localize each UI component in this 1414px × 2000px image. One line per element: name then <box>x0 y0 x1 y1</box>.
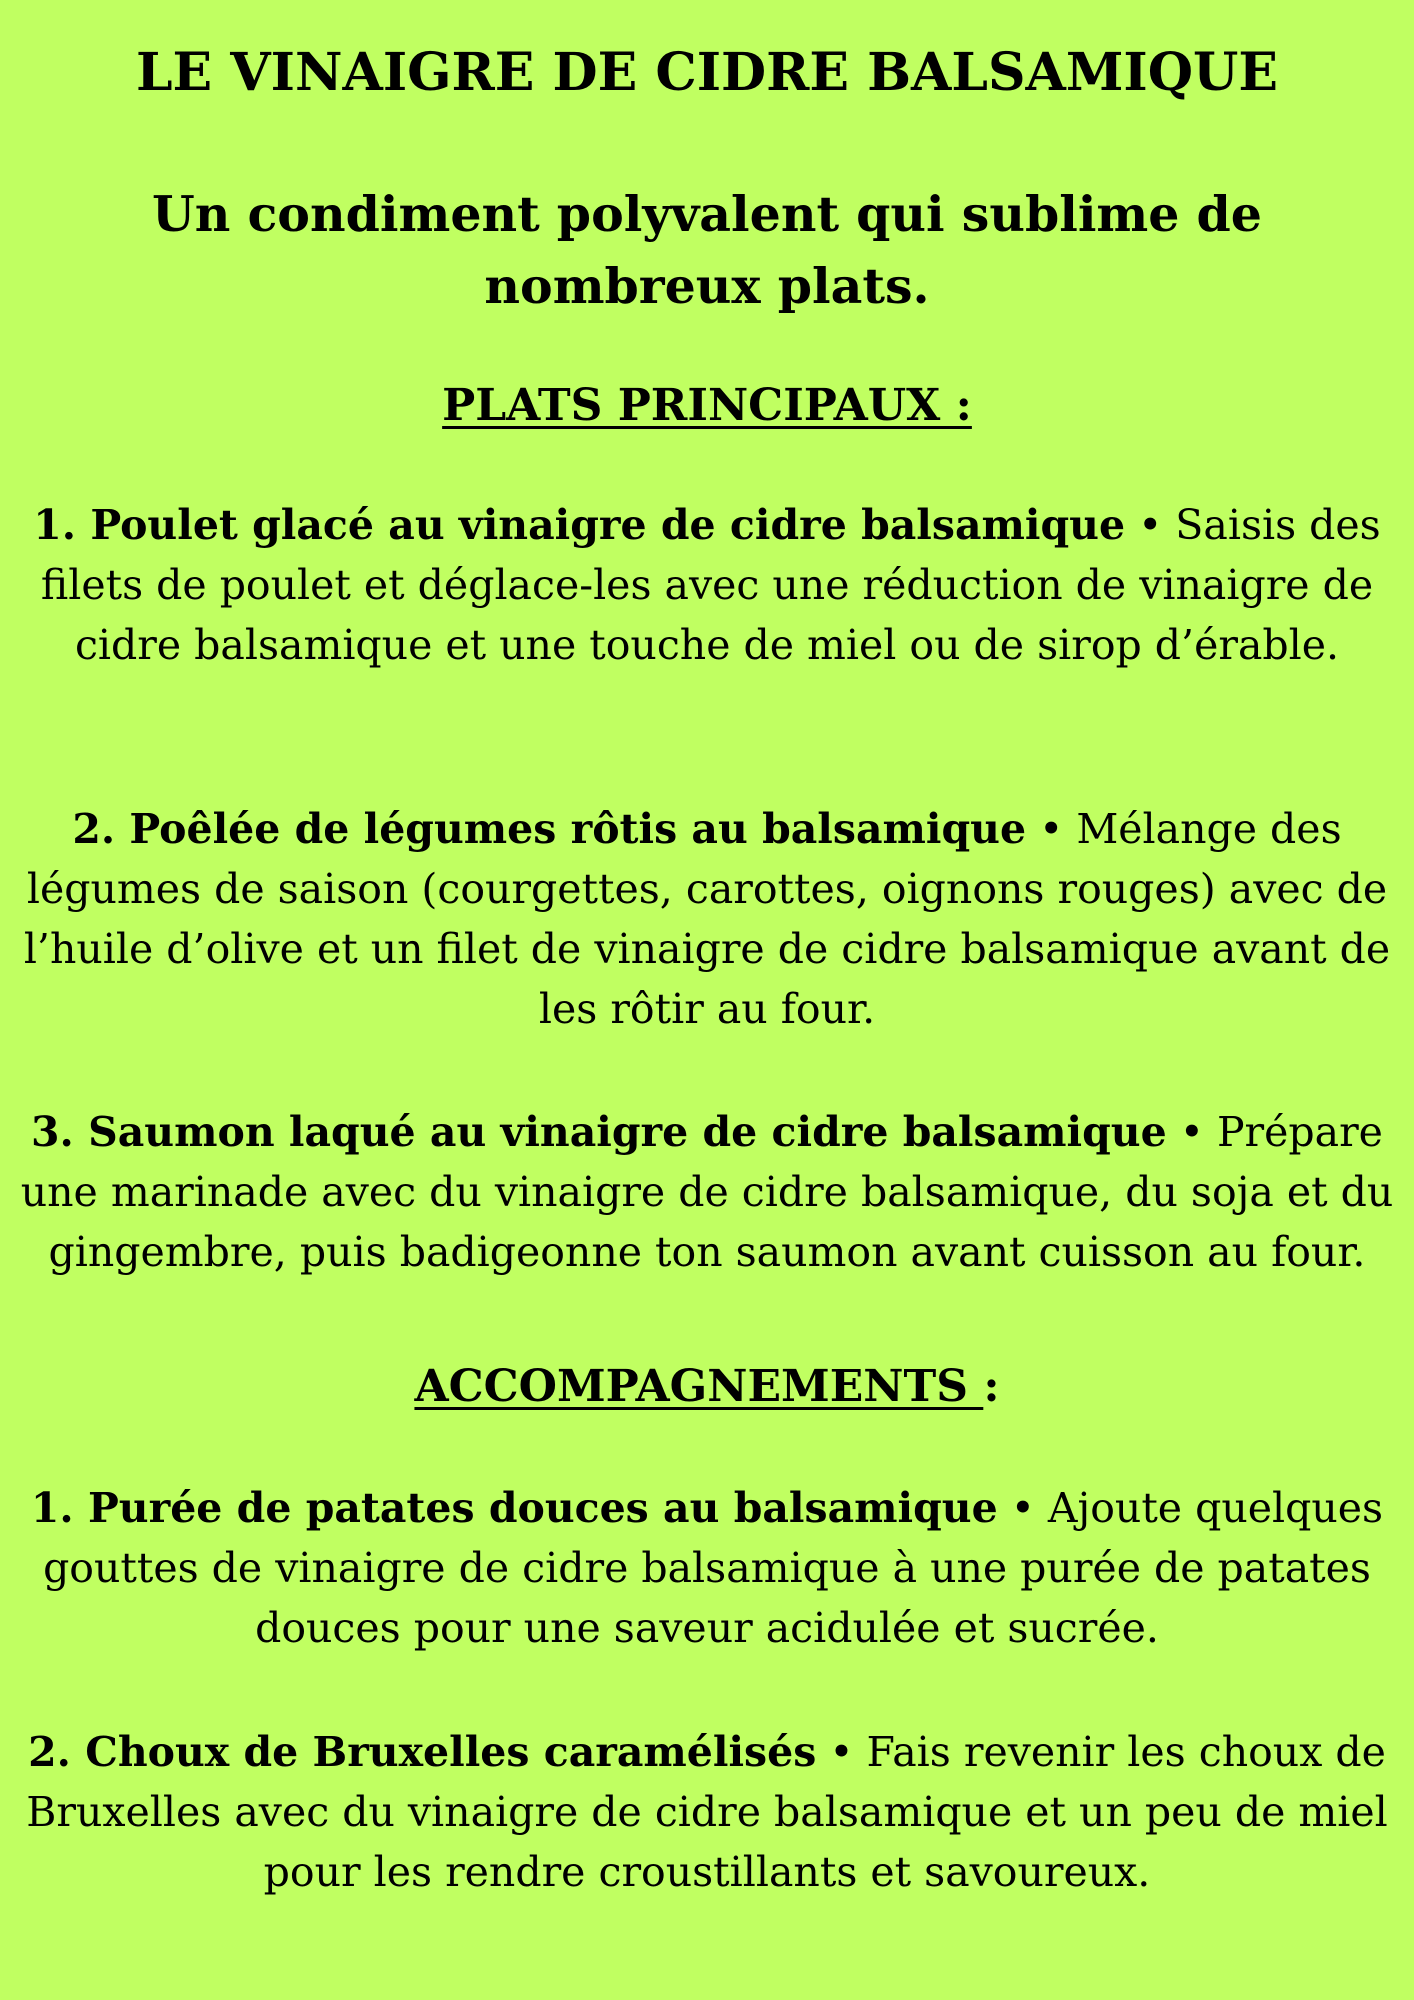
page-subtitle: Un condiment polyvalent qui sublime de nombreux plats. <box>152 185 1262 315</box>
dish-name: 2. Choux de Bruxelles caramélisés <box>28 1728 817 1776</box>
section-heading-suffix: : <box>983 1361 1000 1412</box>
section-heading-main-dishes <box>0 376 1414 436</box>
bullet-separator: • <box>1026 805 1077 853</box>
side-dish-item-2 <box>0 1722 1414 1902</box>
bullet-separator: • <box>1166 1108 1217 1156</box>
main-dish-item-2 <box>0 799 1414 1039</box>
dish-name: 1. Purée de patates douces au balsamique <box>30 1484 998 1532</box>
dish-description: Prépare une marinade avec du vinaigre de cidre balsamique, du soja et du gingembre, puis badigeonne ton saumon avant cuisson au four. <box>20 1108 1394 1276</box>
dish-name: 3. Saumon laqué au vinaigre de cidre balsamique <box>31 1108 1167 1156</box>
dish-name: 2. Poêlée de légumes rôtis au balsamique <box>72 805 1027 853</box>
main-dish-item-1 <box>0 495 1414 675</box>
dish-description: Ajoute quelques gouttes de vinaigre de cidre balsamique à une purée de patates douces pour une saveur acidulée et sucrée. <box>43 1484 1384 1652</box>
section-heading-label: PLATS PRINCIPAUX : <box>442 380 972 431</box>
section-heading-label: ACCOMPAGNEMENTS <box>414 1361 984 1412</box>
page-title: LE VINAIGRE DE CIDRE BALSAMIQUE <box>135 42 1279 103</box>
dish-description: Fais revenir les choux de Bruxelles avec du vinaigre de cidre balsamique et un peu de miel pour les rendre croustillants et savoureux. <box>26 1728 1388 1896</box>
bullet-separator: • <box>816 1728 867 1776</box>
section-heading-side-dishes <box>0 1357 1414 1417</box>
dish-description: Saisis des filets de poulet et déglace-les avec une réduction de vinaigre de cidre balsamique et une touche de miel ou de sirop d’érable. <box>40 501 1381 669</box>
dish-description: Mélange des légumes de saison (courgettes, carottes, oignons rouges) avec de l’huile d’olive et un filet de vinaigre de cidre balsamique avant de les rôtir au four. <box>23 805 1391 1033</box>
bullet-separator: • <box>1125 501 1176 549</box>
bullet-separator: • <box>997 1484 1048 1532</box>
dish-name: 1. Poulet glacé au vinaigre de cidre balsamique <box>33 501 1126 549</box>
side-dish-item-1 <box>0 1478 1414 1658</box>
main-dish-item-3 <box>0 1102 1414 1282</box>
